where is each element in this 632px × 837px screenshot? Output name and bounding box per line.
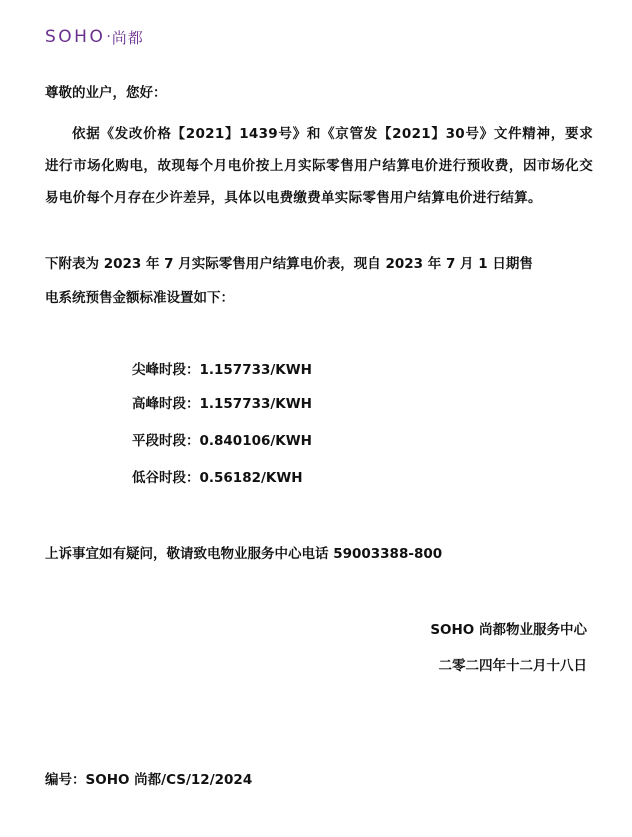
contact-line: 上诉事宜如有疑问，敬请致电物业服务中心电话 59003388-800 — [45, 546, 443, 562]
paragraph-table-intro-line1: 下附表为 2023 年 7 月实际零售用户结算电价表，现自 2023 年 7 月 1 日期售 — [45, 256, 533, 272]
company-logo — [45, 27, 144, 47]
greeting: 尊敬的业户，您好： — [45, 85, 167, 101]
price-sharp-peak: 尖峰时段：1.157733/KWH — [132, 362, 312, 378]
signature: SOHO 尚都物业服务中心 — [430, 622, 587, 638]
logo-chinese-text: 尚都 — [111, 28, 144, 47]
document-number: 编号：SOHO 尚都/CS/12/2024 — [45, 772, 253, 788]
main-paragraph — [45, 118, 593, 214]
price-flat: 平段时段：0.840106/KWH — [132, 433, 312, 449]
issue-date: 二零二四年十二月十八日 — [438, 658, 587, 674]
price-valley: 低谷时段：0.56182/KWH — [132, 470, 303, 486]
logo-separator: · — [106, 29, 111, 45]
paragraph-table-intro-line2: 电系统预售金额标准设置如下： — [45, 290, 234, 306]
price-peak: 高峰时段：1.157733/KWH — [132, 396, 312, 412]
logo-latin-text: SOHO — [45, 27, 106, 47]
paragraph-basis: 依据《发改价格【2021】1439号》和《京管发【2021】30号》文件精神，要求进行市场化购电，故现每个月电价按上月实际零售用户结算电价进行预收费，因市场化交易电价每个月存在少许差异，具体以电费缴费单实际零售用户结算电价进行结算。 — [45, 126, 593, 206]
